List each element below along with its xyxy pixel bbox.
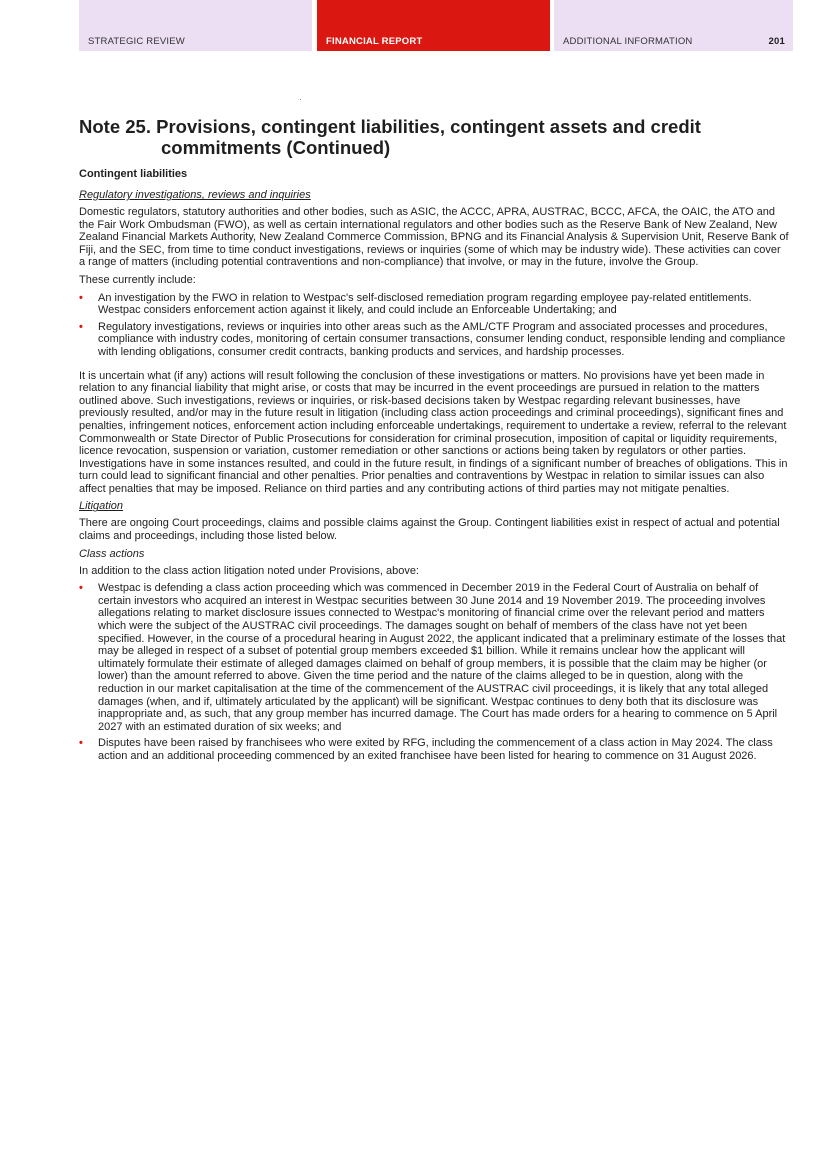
tab-label: STRATEGIC REVIEW	[88, 36, 185, 47]
tab-label: ADDITIONAL INFORMATION	[563, 36, 693, 47]
note-content	[79, 116, 789, 772]
regulatory-heading: Regulatory investigations, reviews and inquiries	[79, 189, 311, 201]
section-tabs	[79, 0, 793, 51]
tab-strategic-review[interactable]	[79, 0, 312, 51]
litigation-heading: Litigation	[79, 500, 124, 513]
regulatory-list	[79, 292, 789, 359]
list-item: • Westpac is defending a class action proceeding which was commenced in December 2019 in the Federal Court of Australia on behalf of certain investors who acquired an interest in Westpac securities between 30 June 2014 and 19 November 2019. The proceeding involves allegations relating to market disclosure issues connected to Westpac's monitoring of financial crime over the relevant period and matters which were the subject of the AUSTRAC civil proceedings. The damages sought on behalf of members of the class have not yet been specified. However, in the course of a procedural hearing in August 2022, the applicant indicated that a preliminary estimate of the losses that may be alleged in respect of a subset of potential group members exceeded $1 billion. While it remains unclear how the applicant will ultimately formulate their estimate of alleged damages claimed on behalf of group members, it is possible that the claim may be higher (or lower) than the amount referred to above. Given the time period and the nature of the claims alleged to be in question, along with the reduction in our market capitalisation at the time of the commencement of the AUSTRAC civil proceedings, it is likely that any total alleged damages (when, and if, ultimately articulated by the applicant) will be significant. Westpac continues to deny both that its disclosure was inappropriate and, as such, that any group member has incurred damage. The Court has made orders for a hearing to commence on 5 April 2027 with an estimated duration of six weeks; and	[79, 582, 789, 733]
class-actions-intro: In addition to the class action litigation noted under Provisions, above:	[79, 564, 419, 577]
tab-label: FINANCIAL REPORT	[326, 36, 423, 47]
list-item: • Regulatory investigations, reviews or inquiries into other areas such as the AML/CTF Program and associated processes and procedures, compliance with industry codes, monitoring of certain consumer transactions, consumer lending conduct, responsible lending and compliance with lending obligations, consumer credit contracts, banking products and services, and hardship processes.	[79, 321, 789, 359]
tab-additional-information[interactable]	[554, 0, 793, 51]
page-title: Note 25. Provisions, contingent liabilities, contingent assets and credit commitments (Continued)	[79, 116, 701, 158]
uncertain-paragraph: It is uncertain what (if any) actions will result following the conclusion of these investigations or matters. No provisions have yet been made in relation to any financial liability that might arise, or costs that may be incurred in the event proceedings are pursued in relation to the matters outlined above. Such investigations, reviews or inquiries, or risk-based decisions taken by Westpac regarding relevant businesses, have previously resulted, and/or may in the future result in litigation (including class action proceedings and criminal proceedings), significant fines and penalties, infringement notices, enforcement action including enforceable undertakings, requirement to undertake a review, referral to the relevant Commonwealth or State Director of Public Prosecutions for consideration for criminal prosecution, imposition of capital or liquidity requirements, licence revocation, suspension or variation, customer remediation or other sanctions or actions being taken by regulators or other parties. Investigations have in some instances resulted, and could in the future result, in findings of a significant number of breaches of obligations. This in turn could lead to significant financial and other penalties. Prior penalties and contraventions by Westpac in relation to similar issues can also affect penalties that may be imposed. Reliance on third parties and any contributing actions of third parties may not mitigate penalties.	[79, 369, 788, 495]
currently-include: These currently include:	[79, 273, 196, 286]
section-heading: Contingent liabilities	[79, 168, 188, 180]
stray-dot	[300, 99, 301, 100]
regulatory-intro: Domestic regulators, statutory authorities and other bodies, such as ASIC, the ACCC, APRA, AUSTRAC, BCCC, AFCA, the OAIC, the ATO and the Fair Work Ombudsman (FWO), as well as certain international regulators and other bodies such as the Reserve Bank of New Zealand, New Zealand Financial Markets Authority, New Zealand Commerce Commission, BPNG and its Financial Analysis & Supervision Unit, Reserve Bank of Fiji, and the SEC, from time to time conduct investigations, reviews or inquiries (some of which may be industry wide). These activities can cover a range of matters (including potential contraventions and non-compliance) that involve, or may in the future, involve the Group.	[79, 206, 789, 269]
class-actions-list	[79, 582, 789, 762]
litigation-intro: There are ongoing Court proceedings, claims and possible claims against the Group. Contingent liabilities exist in respect of actual and potential claims and proceedings, including those listed below.	[79, 517, 780, 543]
list-item: • An investigation by the FWO in relation to Westpac's self-disclosed remediation program regarding employee pay-related entitlements. Westpac considers enforcement action against it likely, and could include an Enforceable Undertaking; and	[79, 292, 789, 317]
tab-financial-report[interactable]	[317, 0, 550, 51]
list-item: • Disputes have been raised by franchisees who were exited by RFG, including the commencement of a class action in May 2024. The class action and an additional proceeding commenced by an exited franchisee have been listed for hearing to commence on 31 August 2026.	[79, 737, 789, 762]
page-number: 201	[768, 36, 785, 47]
class-actions-heading: Class actions	[79, 547, 145, 560]
